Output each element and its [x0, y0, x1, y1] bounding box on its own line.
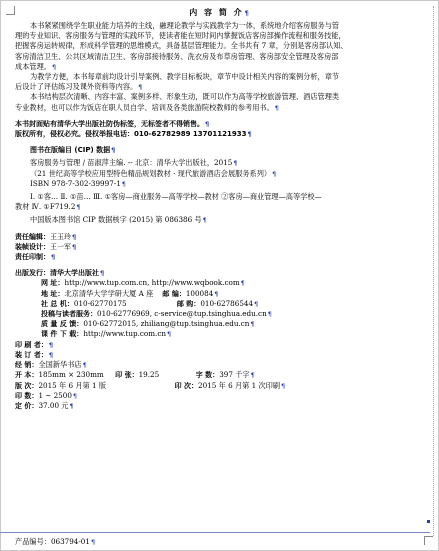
- paragraph-teaching: [15, 72, 425, 92]
- corner-crop-mark: [424, 536, 433, 545]
- text-line: 成本管理。¶: [15, 61, 57, 71]
- text-line: 本书结构层次清晰、内容丰富、案例多样、形象生动，既可以作为高等学校旅游管理、酒店管理类: [30, 92, 340, 102]
- publisher-quality-row: 质 量 反 馈：010-62772015, zhiliang@tup.tsinghua.edu.cn¶: [41, 319, 255, 329]
- binder-row: 装 订 者：¶: [15, 350, 54, 359]
- page-title: 内 容 简 介¶: [189, 7, 251, 17]
- publisher-service-row: 投稿与读者服务：010-62776969, c-service@tup.tsinghua.edu.cn¶: [41, 309, 272, 319]
- text-line: 把握客房运转规律，形成科学管理的思维模式，具备基层管理能力。全书共有 7 章，分别是客房部认知、: [15, 41, 348, 51]
- copyright-notice: 本书封面贴有清华大学出版社防伪标签，无标签者不得销售。¶: [15, 119, 210, 128]
- price-row: 定 价：37.00 元¶: [15, 400, 74, 410]
- text-line: 本书紧紧围绕学生职业能力培养的主线，融理论教学与实践教学为一体，系统地介绍客房服务与管: [30, 21, 340, 30]
- editor-row: 责任编辑：王玉玲¶: [15, 232, 77, 241]
- distributor-row: 经 销：全国新华书店¶: [15, 360, 87, 370]
- publisher-web-row: 网 址：http://www.tup.com.cn, http://www.wqbook.com¶: [41, 278, 245, 288]
- isbn-line: ISBN 978-7-302-39997-1¶: [30, 178, 126, 188]
- product-number: 产品编号：063794-01¶: [15, 537, 96, 546]
- corner-crop-mark: [6, 6, 15, 15]
- text-line: 为教学方便，本书每章前均设计引导案例、教学目标板块，章节中设计相关内容的案例分析，章节: [30, 72, 340, 82]
- right-margin-guide: [433, 6, 435, 536]
- classification-line: 教材 Ⅳ. ①F719.2¶: [15, 202, 81, 212]
- classification-line: Ⅰ. ①客… Ⅱ. ①苗… Ⅲ. ①客房—商业服务—高等学校—教材 ②客房—商业管理—高等学校—: [30, 192, 322, 202]
- text-line: 专业教材，也可以作为饭店在职人员自学、培训及各类旅游院校教师的参考用书。¶: [15, 102, 279, 112]
- publisher-row: 出版发行：清华大学出版社¶: [15, 269, 105, 278]
- print-supervisor-row: 责任印制：¶: [15, 253, 56, 262]
- cip-line: 客房服务与管理 / 苗淑萍主编. -- 北京：清华大学出版社，2015¶: [30, 158, 238, 168]
- library-number: 中国版本图书馆 CIP 数据核字 (2015) 第 086386 号¶: [30, 215, 207, 225]
- paragraph-intro: [15, 21, 425, 72]
- anchor-marker-icon: [427, 520, 430, 523]
- designer-row: 装帧设计：王一军¶: [15, 242, 77, 251]
- text-line: 理的专业知识、客房服务与管理的实践环节，使读者能在短时间内掌握饭店客房部操作流程和服务技能，: [15, 31, 346, 41]
- publisher-download-row: 课 件 下 载：http://www.tup.com.cn¶: [41, 329, 172, 339]
- paragraph-structure: [15, 92, 425, 112]
- rights-line: 版权所有，侵权必究。侵权举报电话：010-62782989 13701121933¶: [15, 130, 252, 139]
- edition-row: 版 次：2015 年 6 月第 1 版 印 次：2015 年 6 月第 1 次印刷¶: [15, 380, 286, 390]
- publisher-phone-row: 社 总 机：010-62770175 邮 购：010-62786544¶: [41, 298, 259, 308]
- text-line: 后设计了评估练习及课外资料等内容。¶: [15, 82, 143, 92]
- text-line: 客房清洁卫生、公共区域清洁卫生、客房部接待服务、洗衣房及布草房管理、客房部安全管理及客房部: [15, 51, 339, 61]
- cip-series-line: （21 世纪高等学校应用型特色精品规划教材 · 现代旅游酒店会展服务系列）¶: [30, 168, 277, 178]
- publisher-address-row: 地 址：北京清华大学学研大厦 A 座 邮 编：100084¶: [41, 288, 219, 298]
- copies-row: 印 数：1 ~ 2500¶: [15, 390, 78, 400]
- cip-heading: 图书在版编目 (CIP) 数据¶: [30, 146, 116, 155]
- section-divider: [0, 532, 430, 533]
- document-body[interactable]: [15, 7, 425, 411]
- format-row: 开 本：185mm × 230mm 印 张：19.25 字 数：397 千字¶: [15, 370, 255, 380]
- printer-row: 印 刷 者：¶: [15, 340, 54, 349]
